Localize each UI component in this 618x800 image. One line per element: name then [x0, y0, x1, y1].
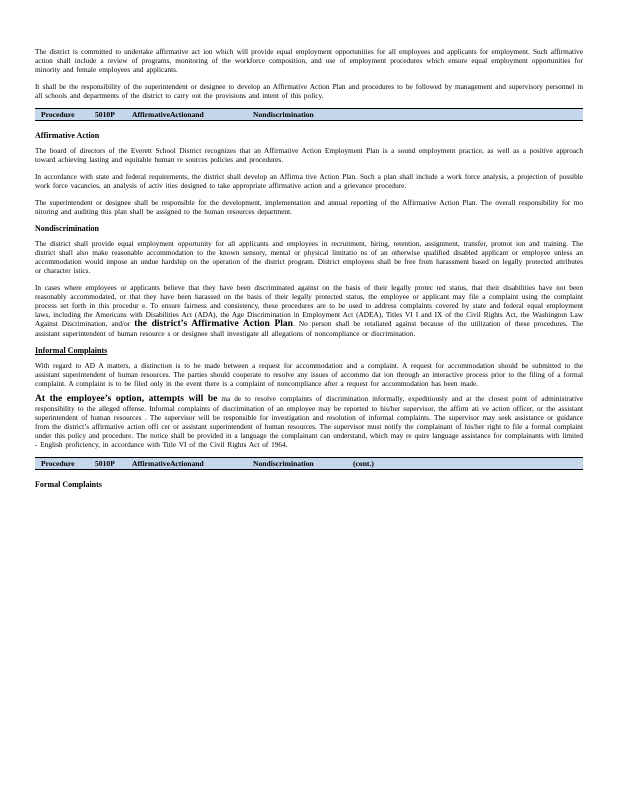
informal-paragraph-2: [35, 394, 583, 449]
procedure-title-2: Nondiscrimination: [253, 110, 314, 119]
section-heading-nondiscrimination: Nondiscrimination: [35, 224, 100, 233]
affirmative-paragraph-1: The board of directors of the Everett School District recognizes that an Affirmative Action Employment Plan is a sound employment practice, as well as a positive approach toward achieving lasting and equitable human re sources policies and procedures.: [35, 146, 583, 164]
section-heading-informal-complaints: Informal Complaints: [35, 346, 108, 355]
document-body: [35, 47, 583, 489]
procedure-header-bar: [35, 108, 583, 121]
nondiscrimination-text-b: . No person shall be retaliated against because of the utilization of these procedures. The assistant superintendent of human resource s or designee shall investigate all allegations of noncompliance or discrimination.: [35, 319, 584, 338]
procedure-number: 5010P: [95, 459, 115, 468]
affirmative-paragraph-3: The superintendent or designee shall be responsible for the development, implementation and annual reporting of the Affirmative Action Plan. The overall responsibility for mo nitoring and auditing this plan shall be assigned to the human resources department.: [35, 198, 583, 216]
employee-option-emphasis: At the employee’s option, attempts will be: [35, 394, 218, 404]
informal-text: ma de to resolve complaints of discrimination informally, expeditiously and at the closest point of administrative responsibility to the alleged offense. Informal complaints of discrimination of an employee may be reported to his/her supervisor, the affirm ati ve action officer, or the assistant superintendent of human resources . The supervisor will be responsible for investigation and resolution of informal complaints. The supervisor may seek assistance or guidance from the district’s affirmative action offi cer or assistant superintendent of human resources. The supervisor must notify the complainant of his/her right to file a formal complaint under this policy and procedure. The notice shall be provided in a language the complainant can understand, which may re quire language assistance for complainants with limited - English proficiency, in accordance with Title VI of the Civil Rights Act of 1964.: [35, 394, 583, 449]
nondiscrimination-paragraph-1: The district shall provide equal employment opportunity for all applicants and employees in recruitment, hiring, retention, assignment, transfer, promot ion and training. The district shall also make reasonable accommodation to the known sensory, mental or physical limitatio ns of an otherwise qualified disabled applicant or employee unless an accommodation would impose an undue hardship on the operation of the district program. District employees shall be free from harassment based on legally protected attributes or character istics.: [35, 239, 583, 275]
procedure-header-bar-cont: [35, 457, 583, 470]
policy-paragraph-1: The district is committed to undertake affirmative act ion which will provide equal employment opportunities for all employees and applicants for employment. Such affirmative action shall include a review of programs, monitoring of the workforce composition, and use of employment procedures which ensure equal employment opportunities for minority and female employees and applicants.: [35, 47, 583, 74]
section-heading-affirmative-action: Affirmative Action: [35, 131, 100, 140]
nondiscrimination-paragraph-2: [35, 283, 583, 338]
procedure-title-2: Nondiscrimination: [253, 459, 314, 468]
informal-paragraph-1: With regard to AD A matters, a distinction is to be made between a request for accommodation and a complaint. A request for accommodation should be submitted to the assistant superintendent of human resources. The parties should cooperate to resolve any issues of accommo dat ion through an interactive process prior to the filing of a formal complaint. A complaint is to be filed only in the event there is a complaint of noncompliance after a request for accommodation has been made.: [35, 361, 583, 388]
affirmative-plan-emphasis: the district’s Affirmative Action Plan: [134, 319, 293, 329]
affirmative-paragraph-2: In accordance with state and federal requirements, the district shall develop an Affirma tive Action Plan. Such a plan shall include a work force analysis, a projection of possible work force vacancies, an analysis of activ ities designed to take appropriate affirmative action and a grievance procedure.: [35, 172, 583, 190]
procedure-label: Procedure: [41, 110, 75, 119]
section-heading-formal-complaints: Formal Complaints: [35, 480, 102, 489]
procedure-cont: (cont.): [353, 459, 374, 468]
procedure-title: AffirmativeActionand: [132, 459, 204, 468]
procedure-number: 5010P: [95, 110, 115, 119]
procedure-title: AffirmativeActionand: [132, 110, 204, 119]
nondiscrimination-text-a: In cases where employees or applicants believe that they have been discriminated against on the basis of their legally protec ted status, that their disabilities have not been reasonably accommodated, or that they have been harassed on the basis of their legally protected status, the employee or applicant may file a complaint using the complaint process set forth in this procedur e. To ensure fairness and consistency, these procedures are to be used to address complaints covered by state and federal equal employment laws, including the Americans with Disabilities Act (ADA), the Age Discrimination in Employment Act (ADEA), Titles VI I and IX of the Civil Rights Act, the Washington Law Against Discrimination, and/or: [35, 283, 583, 328]
procedure-label: Procedure: [41, 459, 75, 468]
policy-paragraph-2: It shall be the responsibility of the superintendent or designee to develop an Affirmative Action Plan and procedures to be followed by management and supervisory personnel in all schools and departments of the district to carry out the provisions and intent of this policy.: [35, 82, 583, 100]
